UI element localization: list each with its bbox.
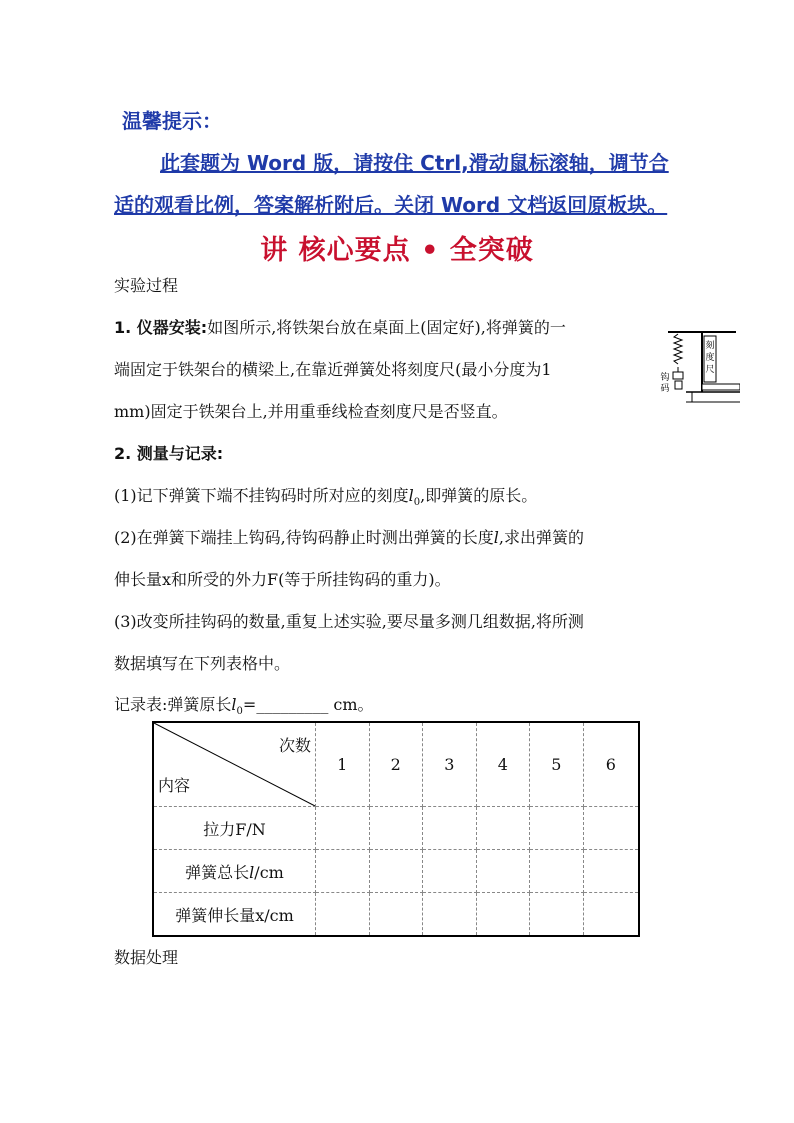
ruler-label-3: 尺: [705, 365, 715, 375]
step1-text-b: ,即弹簧的原长。: [420, 486, 538, 505]
column-header: 4: [476, 722, 530, 807]
item1-text1: 如图所示,将铁架台放在桌面上(固定好),将弹簧的一: [207, 318, 566, 337]
table-cell[interactable]: [369, 807, 423, 850]
table-cell[interactable]: [316, 807, 370, 850]
step1-var: l: [408, 486, 414, 505]
ruler-label-2: 度: [705, 353, 715, 363]
record-table: [152, 721, 640, 937]
tip-line-2: 适的观看比例，答案解析附后。关闭 Word 文档返回原板块。: [114, 193, 668, 217]
section-data-processing: 数据处理: [114, 948, 179, 967]
tip-title: 温馨提示：: [122, 109, 222, 133]
corner-top-label: 次数: [278, 736, 311, 755]
step1-sub: 0: [413, 497, 421, 509]
table-cell[interactable]: [530, 893, 584, 937]
item2-step3-line1: (3)改变所挂钩码的数量,重复上述实验,要尽量多测几组数据,将所测: [114, 612, 584, 631]
apparatus-figure: [658, 322, 740, 408]
row-label-pre: 弹簧总长: [185, 862, 250, 882]
table-row: [153, 850, 639, 893]
table-cell[interactable]: [476, 807, 530, 850]
table-cell[interactable]: [530, 807, 584, 850]
step2-text-a: (2)在弹簧下端挂上钩码,待钩码静止时测出弹簧的长度: [114, 528, 494, 547]
step1-text-a: (1)记下弹簧下端不挂钩码时所对应的刻度: [114, 486, 409, 505]
table-cell[interactable]: [530, 850, 584, 893]
record-var: l: [231, 695, 237, 714]
record-text-b: =_________ cm。: [242, 695, 374, 714]
table-cell[interactable]: [423, 850, 477, 893]
weight-label-1: 钩: [660, 373, 670, 383]
table-cell[interactable]: [423, 893, 477, 937]
column-header: 2: [369, 722, 423, 807]
row-label-var: l: [249, 862, 255, 882]
row-label: 拉力F/N: [153, 807, 316, 850]
column-header: 1: [316, 722, 370, 807]
column-header: 3: [423, 722, 477, 807]
table-row: [153, 807, 639, 850]
record-line: [114, 692, 374, 717]
table-cell[interactable]: [583, 850, 639, 893]
item1-line1: [114, 315, 566, 338]
item1-line2: 端固定于铁架台的横梁上,在靠近弹簧处将刻度尺(最小分度为1: [114, 360, 552, 379]
weight-label-2: 码: [660, 384, 670, 394]
table-cell[interactable]: [476, 850, 530, 893]
ruler-label-1: 刻: [705, 341, 715, 351]
table-cell[interactable]: [316, 893, 370, 937]
table-cell[interactable]: [583, 807, 639, 850]
row-label: [153, 850, 316, 893]
section-heading: 讲 核心要点 • 全突破: [260, 235, 534, 266]
tip-line-1: 此套题为 Word 版，请按住 Ctrl,滑动鼠标滚轴，调节合: [160, 151, 669, 175]
corner-bottom-label: 内容: [158, 776, 191, 795]
item2-step1: [114, 483, 537, 508]
table-cell[interactable]: [316, 850, 370, 893]
step2-var: l: [493, 528, 499, 547]
iron-stand-diagram: [658, 322, 740, 408]
table-cell[interactable]: [583, 893, 639, 937]
table-corner-cell: [153, 722, 316, 807]
column-header: 5: [530, 722, 584, 807]
item2-label: 2. 测量与记录:: [114, 444, 224, 463]
row-label-post: /cm: [254, 862, 284, 882]
step2-text-b: ,求出弹簧的: [498, 528, 584, 547]
table-cell[interactable]: [423, 807, 477, 850]
record-text-a: 记录表:弹簧原长: [114, 695, 232, 714]
table-row: [153, 893, 639, 937]
item2-step2-line1: [114, 525, 584, 548]
item1-label: 1. 仪器安装:: [114, 318, 208, 337]
record-sub: 0: [236, 706, 243, 718]
table-cell[interactable]: [369, 893, 423, 937]
table-cell[interactable]: [369, 850, 423, 893]
item2-step2-line2: 伸长量x和所受的外力F(等于所挂钩码的重力)。: [114, 570, 451, 589]
item2-step3-line2: 数据填写在下列表格中。: [114, 654, 291, 673]
section-experiment-process: 实验过程: [114, 276, 179, 295]
row-label: 弹簧伸长量x/cm: [153, 893, 316, 937]
table-cell[interactable]: [476, 893, 530, 937]
column-header: 6: [583, 722, 639, 807]
item1-line3: mm)固定于铁架台上,并用重垂线检查刻度尺是否竖直。: [114, 402, 508, 421]
table-header-row: [153, 722, 639, 807]
